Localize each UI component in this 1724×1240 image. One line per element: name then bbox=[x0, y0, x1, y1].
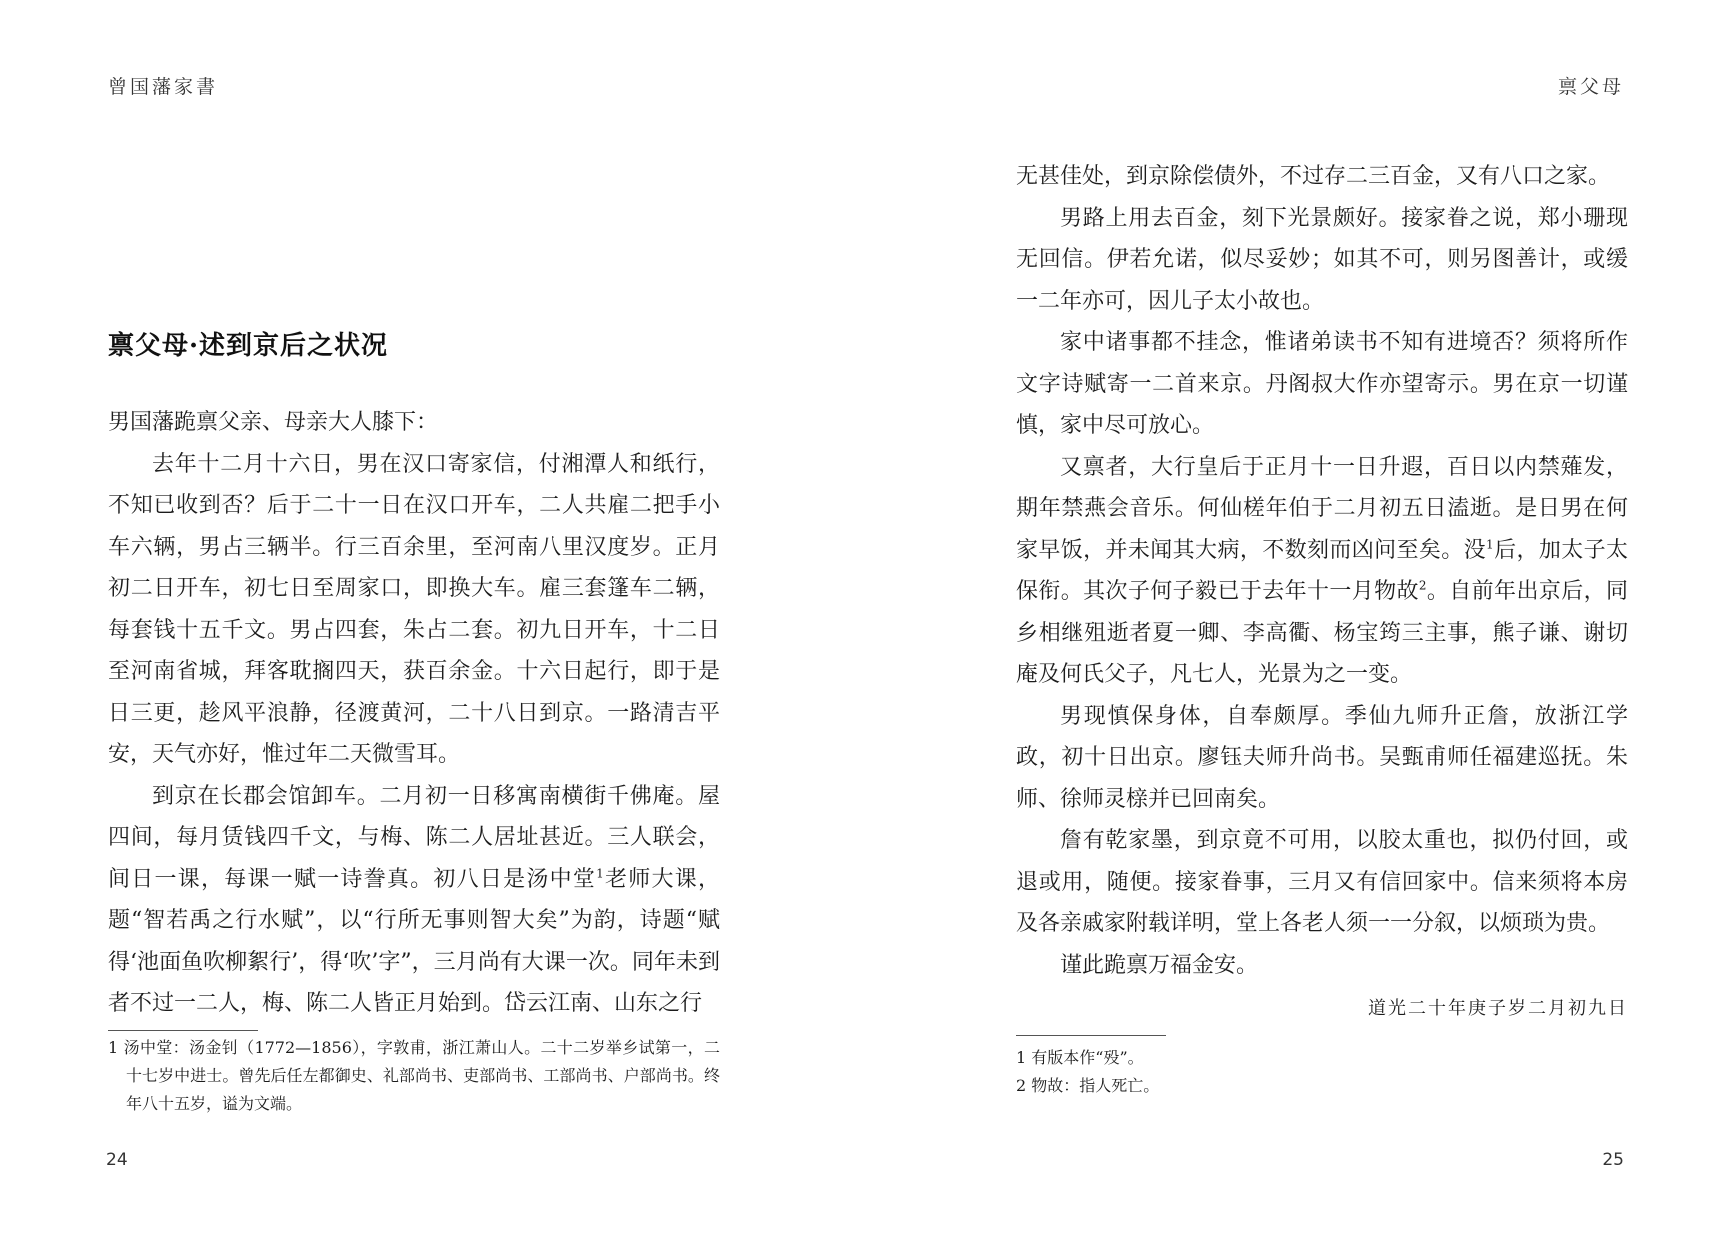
footnote-divider bbox=[108, 1030, 258, 1031]
paragraph-text: 后，加太子太保衔。其次子何子毅已于去年十一月物故 bbox=[1016, 537, 1628, 604]
paragraph-text: 又禀者，大行皇后于正月十一日升遐，百日以内禁薙发，期年禁燕会音乐。何仙槎年伯于二月初五日溘逝。是日男在何家早饭，并未闻其大病，不数刻而凶问至矣。没 bbox=[1016, 454, 1628, 563]
paragraph bbox=[1016, 447, 1628, 696]
paragraph: 男路上用去百金，刻下光景颇好。接家眷之说，郑小珊现无回信。伊若允诺，似尽妥妙；如其不可，则另图善计，或缓一二年亦可，因儿子太小故也。 bbox=[1016, 205, 1628, 314]
page-number: 24 bbox=[106, 1150, 128, 1170]
footnote-divider bbox=[1016, 1035, 1166, 1036]
paragraph-text: 老师大课，题“智若禹之行水赋”，以“行所无事则智大矣”为韵，诗题“赋得‘池面鱼吹柳絮行’，得‘吹’字”，三月尚有大课一次。同年未到者不过一二人，梅、陈二人皆正月始到。岱云江南、山东之行 bbox=[108, 866, 720, 1016]
footnote: 1 有版本作“殁”。 bbox=[1016, 1048, 1144, 1067]
paragraph: 家中诸事都不挂念，惟诸弟读书不知有进境否？须将所作文字诗赋寄一二首来京。丹阁叔大作亦望寄示。男在京一切谨慎，家中尽可放心。 bbox=[1016, 330, 1628, 438]
paragraph: 男现慎保身体，自奉颇厚。季仙九师升正詹，放浙江学政，初十日出京。廖钰夫师升尚书。吴甄甫师任福建巡抚。朱师、徐师灵榇并已回南矣。 bbox=[1016, 703, 1628, 812]
footnote: 1 汤中堂：汤金钊（1772—1856），字敦甫，浙江萧山人。二十二岁举乡试第一，二十七岁中进士。曾先后任左都御史、礼部尚书、吏部尚书、工部尚书、户部尚书。终年八十五岁，谥为文端。 bbox=[108, 1038, 720, 1113]
paragraph: 詹有乾家墨，到京竟不可用，以胶太重也，拟仍付回，或退或用，随便。接家眷事，三月又有信回家中。信来须将本房及各亲戚家附载详明，堂上各老人须一一分叙，以烦琐为贵。 bbox=[1016, 828, 1628, 936]
footnotes bbox=[108, 1034, 720, 1118]
running-head-book-title: 曾国藩家書 bbox=[108, 76, 219, 98]
paragraph bbox=[108, 776, 720, 1025]
footnotes bbox=[1016, 1044, 1628, 1100]
salutation: 男国藩跪禀父亲、母亲大人膝下： bbox=[108, 410, 439, 435]
right-body-text bbox=[1016, 156, 1628, 1030]
page-number: 25 bbox=[1602, 1150, 1624, 1170]
paragraph-continued: 无甚佳处，到京除偿债外，不过存二三百金，又有八口之家。 bbox=[1016, 164, 1611, 189]
running-head-chapter: 禀父母 bbox=[1557, 76, 1624, 98]
chapter-title: 禀父母·述到京后之状况 bbox=[108, 331, 389, 361]
right-page bbox=[860, 0, 1724, 1240]
left-body-text bbox=[108, 402, 720, 1025]
paragraph-text: 到京在长郡会馆卸车。二月初一日移寓南横街千佛庵。屋四间，每月赁钱四千文，与梅、陈二人居址甚近。三人联会，间日一课，每课一赋一诗誊真。初八日是汤中堂 bbox=[108, 783, 720, 892]
footnote-ref: 2 bbox=[1418, 578, 1427, 593]
paragraph: 去年十二月十六日，男在汉口寄家信，付湘潭人和纸行，不知已收到否？后于二十一日在汉口开车，二人共雇二把手小车六辆，男占三辆半。行三百余里，至河南八里汉度岁。正月初二日开车，初七日至周家口，即换大车。雇三套篷车二辆，每套钱十五千文。男占四套，朱占二套。初九日开车，十二日至河南省城，拜客耽搁四天，获百余金。十六日起行，即于是日三更，趁风平浪静，径渡黄河，二十八日到京。一路清吉平安，天气亦好，惟过年二天微雪耳。 bbox=[108, 451, 720, 767]
letter-date: 道光二十年庚子岁二月初九日 bbox=[1368, 998, 1628, 1019]
footnote-ref: 1 bbox=[596, 866, 604, 881]
left-page bbox=[0, 0, 860, 1240]
paragraph-text: 。自前年出京后，同乡相继殂逝者夏一卿、李高衢、杨宝筠三主事，熊子谦、谢切庵及何氏父子，凡七人，光景为之一变。 bbox=[1016, 579, 1628, 687]
footnote-ref: 1 bbox=[1486, 537, 1494, 552]
footnote: 2 物故：指人死亡。 bbox=[1016, 1076, 1160, 1095]
closing-line: 谨此跪禀万福金安。 bbox=[1060, 952, 1259, 978]
